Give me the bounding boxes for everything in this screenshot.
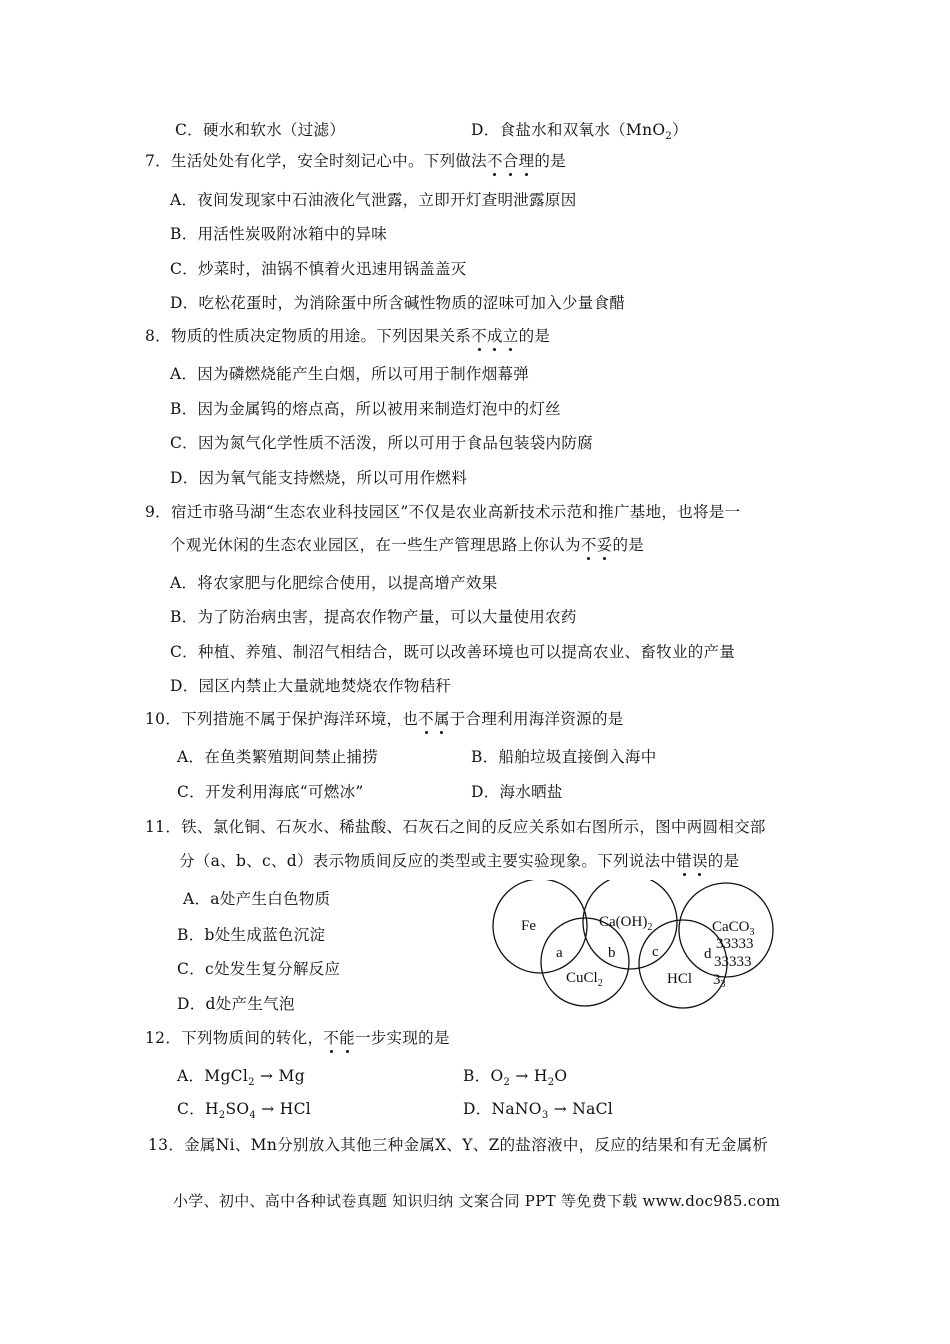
q6-option-c: C．硬水和软水（过滤） xyxy=(175,121,346,139)
q12-option-a: A．MgCl$_2$ → Mg xyxy=(177,1067,305,1089)
label-caco3: CaCO$_3$ xyxy=(712,919,755,938)
reaction-circles-diagram xyxy=(485,880,790,1010)
emphasis-dot: 误 xyxy=(691,852,708,870)
q11-option-b: B．b处生成蓝色沉淀 xyxy=(177,926,326,944)
emphasis-dot: 理 xyxy=(518,152,535,170)
q10-option-c: C．开发利用海底“可燃冰” xyxy=(177,783,364,801)
q8-option-c: C．因为氮气化学性质不活泼，所以可用于食品包装袋内防腐 xyxy=(170,434,593,452)
emphasis-dot: 妥 xyxy=(596,536,613,554)
label-intersection-b: b xyxy=(608,945,616,961)
q8-option-d: D．因为氧气能支持燃烧，所以可用作燃料 xyxy=(170,469,468,487)
label-fe: Fe xyxy=(521,918,536,934)
q6-option-d: D．食盐水和双氧水（MnO$_2$） xyxy=(471,121,688,143)
q9-stem-line2: 个观光休闲的生态农业园区，在一些生产管理思路上你认为不妥的是 xyxy=(170,536,645,554)
q9-stem-line1: 9．宿迁市骆马湖“生态农业科技园区”不仅是农业高新技术示范和推广基地，也将是一 xyxy=(145,503,741,521)
label-caco3-noise-1: 33333 xyxy=(716,936,754,952)
q9-option-c: C．种植、养殖、制沼气相结合，既可以改善环境也可以提高农业、畜牧业的产量 xyxy=(170,643,736,661)
q10-option-d: D．海水晒盐 xyxy=(471,783,563,801)
emphasis-dot: 立 xyxy=(502,327,519,345)
q8-option-b: B．因为金属钨的熔点高，所以被用来制造灯泡中的灯丝 xyxy=(170,400,561,418)
emphasis-dot: 合 xyxy=(502,152,519,170)
q13-stem: 13．金属Ni、Mn分别放入其他三种金属X、Y、Z的盐溶液中，反应的结果和有无金属析 xyxy=(148,1136,769,1154)
q11-option-d: D．d处产生气泡 xyxy=(177,995,295,1013)
q7-option-a: A．夜间发现家中石油液化气泄露，立即开灯查明泄露原因 xyxy=(170,191,577,209)
emphasis-dot: 错 xyxy=(676,852,692,870)
q12-option-d: D．NaNO$_3$ → NaCl xyxy=(463,1100,614,1122)
label-intersection-d: d xyxy=(704,946,712,962)
q8-option-a: A．因为磷燃烧能产生白烟，所以可用于制作烟幕弹 xyxy=(170,365,530,383)
q11-stem-line2: 分（a、b、c、d）表示物质间反应的类型或主要实验现象。下列说法中错误的是 xyxy=(179,852,740,870)
q10-stem: 10．下列措施不属于保护海洋环境，也不属于合理利用海洋资源的是 xyxy=(145,710,624,728)
q7-option-c: C．炒菜时，油锅不慎着火迅速用锅盖盖灭 xyxy=(170,260,467,278)
q7-option-b: B．用活性炭吸附冰箱中的异味 xyxy=(170,225,388,243)
label-caco3-noise-2: 33333 xyxy=(714,954,752,970)
label-cucl2: CuCl$_2$ xyxy=(566,970,603,989)
circle-cucl2 xyxy=(541,918,629,1006)
q11-stem-line1: 11．铁、氯化铜、石灰水、稀盐酸、石灰石之间的反应关系如右图所示，图中两圆相交部 xyxy=(145,818,766,836)
q12-option-c: C．$H_2SO_4$ → HCl xyxy=(177,1100,312,1122)
emphasis-dot: 成 xyxy=(486,327,503,345)
label-intersection-c: c xyxy=(652,944,659,960)
emphasis-dot: 不 xyxy=(418,710,434,728)
label-intersection-a: a xyxy=(556,945,563,961)
emphasis-dot: 不 xyxy=(471,327,487,345)
q12-stem: 12．下列物质间的转化，不能一步实现的是 xyxy=(145,1029,450,1047)
q12-option-b: B．$O_2 \to H_2O$ xyxy=(463,1067,568,1089)
q10-option-b: B．船舶垃圾直接倒入海中 xyxy=(471,748,657,766)
q7-stem: 7．生活处处有化学，安全时刻记心中。下列做法不合理的是 xyxy=(145,152,567,170)
q8-stem: 8．物质的性质决定物质的用途。下列因果关系不成立的是 xyxy=(145,327,551,345)
q9-option-a: A．将农家肥与化肥综合使用，以提高增产效果 xyxy=(170,574,498,592)
q7-option-d: D．吃松花蛋时，为消除蛋中所含碱性物质的涩味可加入少量食醋 xyxy=(170,294,626,312)
label-caoh2: $Ca(OH)_2$ xyxy=(599,914,653,933)
emphasis-dot: 能 xyxy=(339,1029,355,1047)
emphasis-dot: 属 xyxy=(433,710,450,728)
emphasis-dot: 不 xyxy=(486,152,503,170)
q11-option-a: A．a处产生白色物质 xyxy=(183,890,331,908)
q9-option-d: D．园区内禁止大量就地焚烧农作物秸秆 xyxy=(170,677,452,695)
q9-option-b: B．为了防治病虫害，提高农作物产量，可以大量使用农药 xyxy=(170,608,577,626)
label-caco3-noise-3: $3_3$ xyxy=(713,972,726,990)
emphasis-dot: 不 xyxy=(323,1029,340,1047)
label-hcl: HCl xyxy=(667,971,693,987)
circle-fe xyxy=(493,880,587,973)
emphasis-dot: 不 xyxy=(580,536,597,554)
q11-option-c: C．c处发生复分解反应 xyxy=(177,960,341,978)
q10-option-a: A．在鱼类繁殖期间禁止捕捞 xyxy=(177,748,379,766)
footer-text: 小学、初中、高中各种试卷真题 知识归纳 文案合同 PPT 等免费下载 www.doc985.com xyxy=(173,1192,781,1210)
